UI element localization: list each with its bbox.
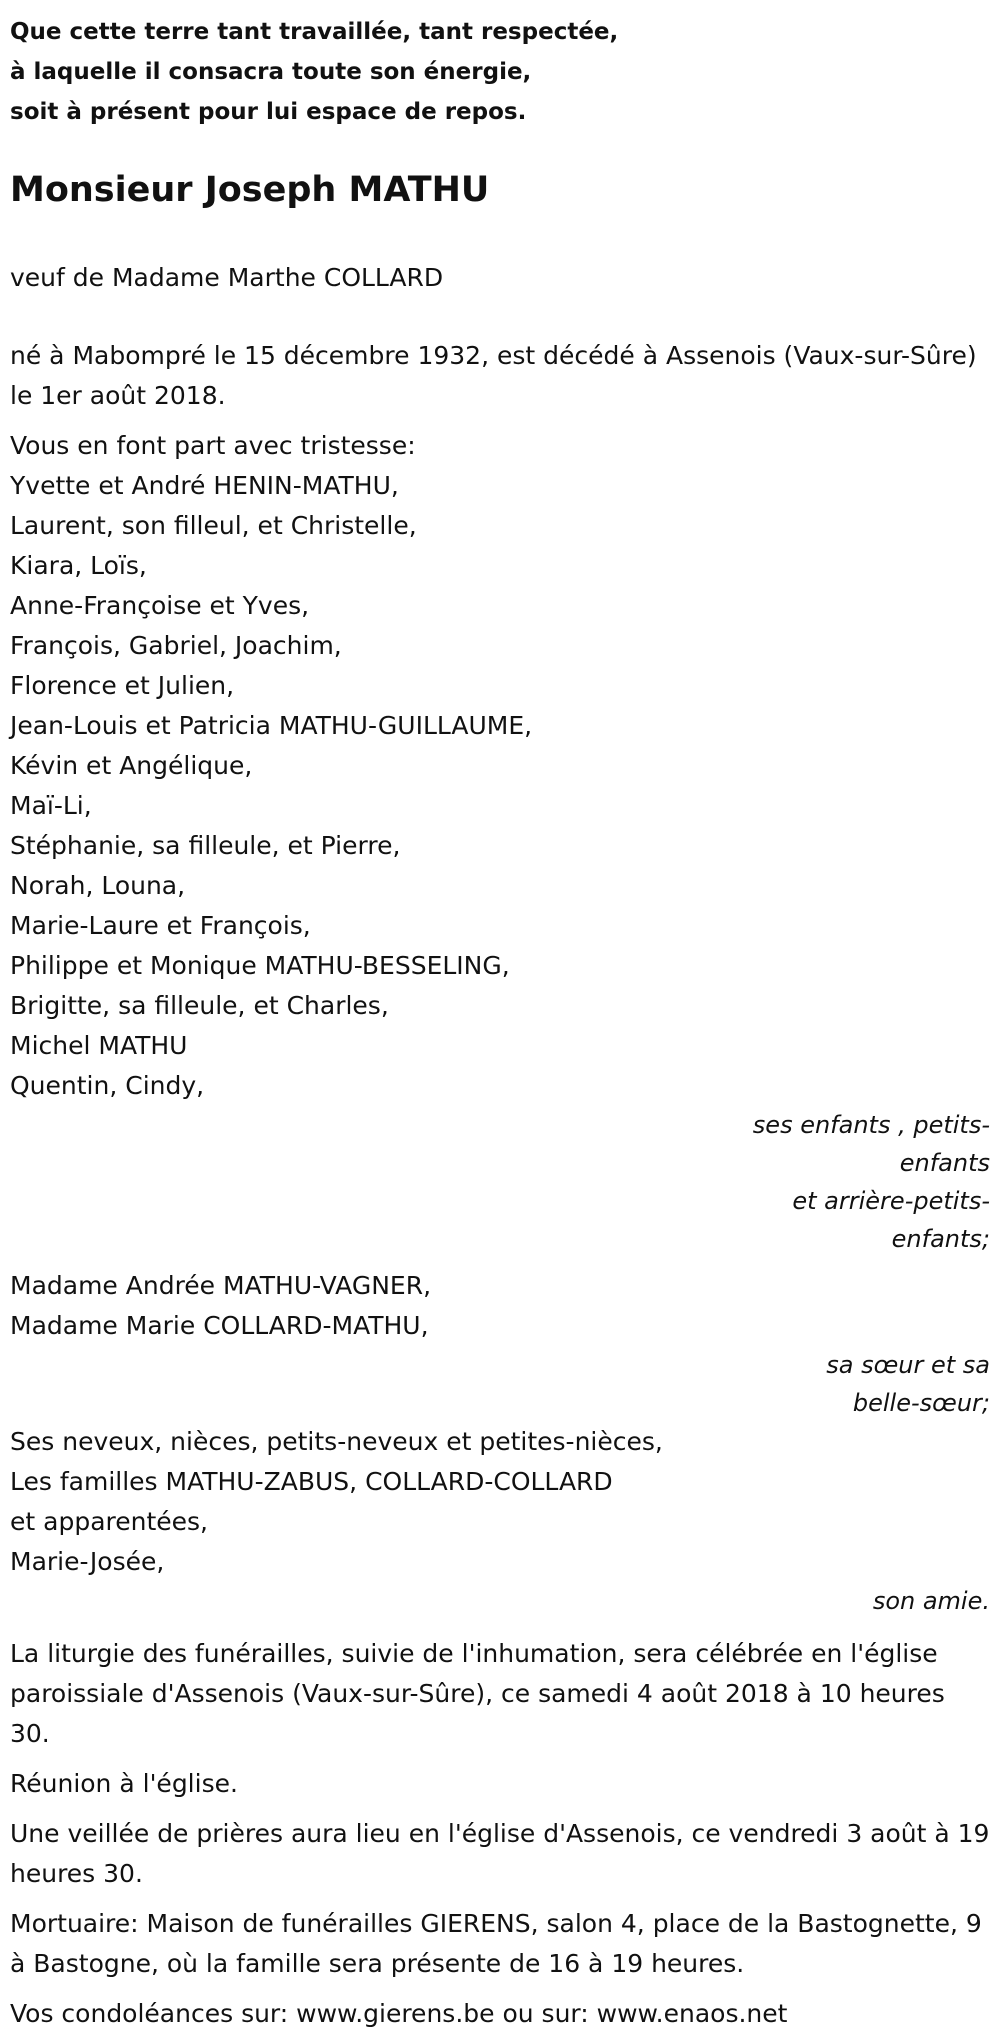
relation-sisters-text: sa sœur et sa belle-sœur;	[826, 1351, 990, 1417]
birth-death: né à Mabompré le 15 décembre 1932, est décédé à Assenois (Vaux-sur-Sûre) le 1er août 2018.	[10, 341, 977, 410]
family-sisters-list	[10, 1266, 990, 1346]
list-item: Yvette et André HENIN-MATHU,	[10, 471, 399, 500]
relation-children-a: ses enfants , petits-enfants	[752, 1111, 990, 1177]
family-children-list	[10, 466, 990, 1106]
list-item: Michel MATHU	[10, 1031, 188, 1060]
list-item: Kiara, Loïs,	[10, 551, 147, 580]
meeting-text: Réunion à l'église.	[10, 1769, 238, 1798]
list-item: Marie-Laure et François,	[10, 911, 311, 940]
list-item: Marie-Josée,	[10, 1547, 165, 1576]
list-item: Jean-Louis et Patricia MATHU-GUILLAUME,	[10, 711, 533, 740]
verse	[10, 12, 990, 132]
mortuary-text: Mortuaire: Maison de funérailles GIERENS, salon 4, place de la Bastognette, 9 à Bastogne, où la famille sera présente de 16 à 19 heures.	[10, 1909, 982, 1978]
verse-line: à laquelle il consacra toute son énergie,	[10, 59, 532, 85]
list-item: Philippe et Monique MATHU-BESSELING,	[10, 951, 510, 980]
list-item: Maï-Li,	[10, 791, 92, 820]
deceased-name: Monsieur Joseph MATHU	[10, 170, 490, 210]
list-item: Florence et Julien,	[10, 671, 235, 700]
list-item: Madame Marie COLLARD-MATHU,	[10, 1311, 429, 1340]
relation-friend-text: son amie.	[872, 1587, 990, 1615]
list-item: Kévin et Angélique,	[10, 751, 253, 780]
list-item: Stéphanie, sa filleule, et Pierre,	[10, 831, 401, 860]
announcement-intro: Vous en font part avec tristesse:	[10, 431, 416, 460]
list-item: Laurent, son filleul, et Christelle,	[10, 511, 417, 540]
verse-line: soit à présent pour lui espace de repos.	[10, 99, 527, 125]
family-others-list	[10, 1422, 990, 1582]
relation-sisters	[10, 1346, 990, 1422]
relation-children	[10, 1106, 990, 1258]
relation-friend	[10, 1582, 990, 1620]
widower-of: veuf de Madame Marthe COLLARD	[10, 263, 444, 292]
verse-line: Que cette terre tant travaillée, tant respectée,	[10, 19, 619, 45]
list-item: Les familles MATHU-ZABUS, COLLARD-COLLARD	[10, 1467, 613, 1496]
list-item: Madame Andrée MATHU-VAGNER,	[10, 1271, 432, 1300]
list-item: Brigitte, sa filleule, et Charles,	[10, 991, 389, 1020]
list-item: Norah, Louna,	[10, 871, 186, 900]
list-item: et apparentées,	[10, 1507, 208, 1536]
list-item: Ses neveux, nièces, petits-neveux et petites-nièces,	[10, 1427, 663, 1456]
list-item: Anne-Françoise et Yves,	[10, 591, 310, 620]
relation-children-b: et arrière-petits-enfants;	[792, 1187, 990, 1253]
condolences-text: Vos condoléances sur: www.gierens.be ou sur: www.enaos.net	[10, 1999, 788, 2028]
vigil-text: Une veillée de prières aura lieu en l'église d'Assenois, ce vendredi 3 août à 19 heures 30.	[10, 1819, 990, 1888]
list-item: François, Gabriel, Joachim,	[10, 631, 342, 660]
list-item: Quentin, Cindy,	[10, 1071, 205, 1100]
funeral-text: La liturgie des funérailles, suivie de l'inhumation, sera célébrée en l'église paroissiale d'Assenois (Vaux-sur-Sûre), ce samedi 4 août 2018 à 10 heures 30.	[10, 1639, 945, 1748]
